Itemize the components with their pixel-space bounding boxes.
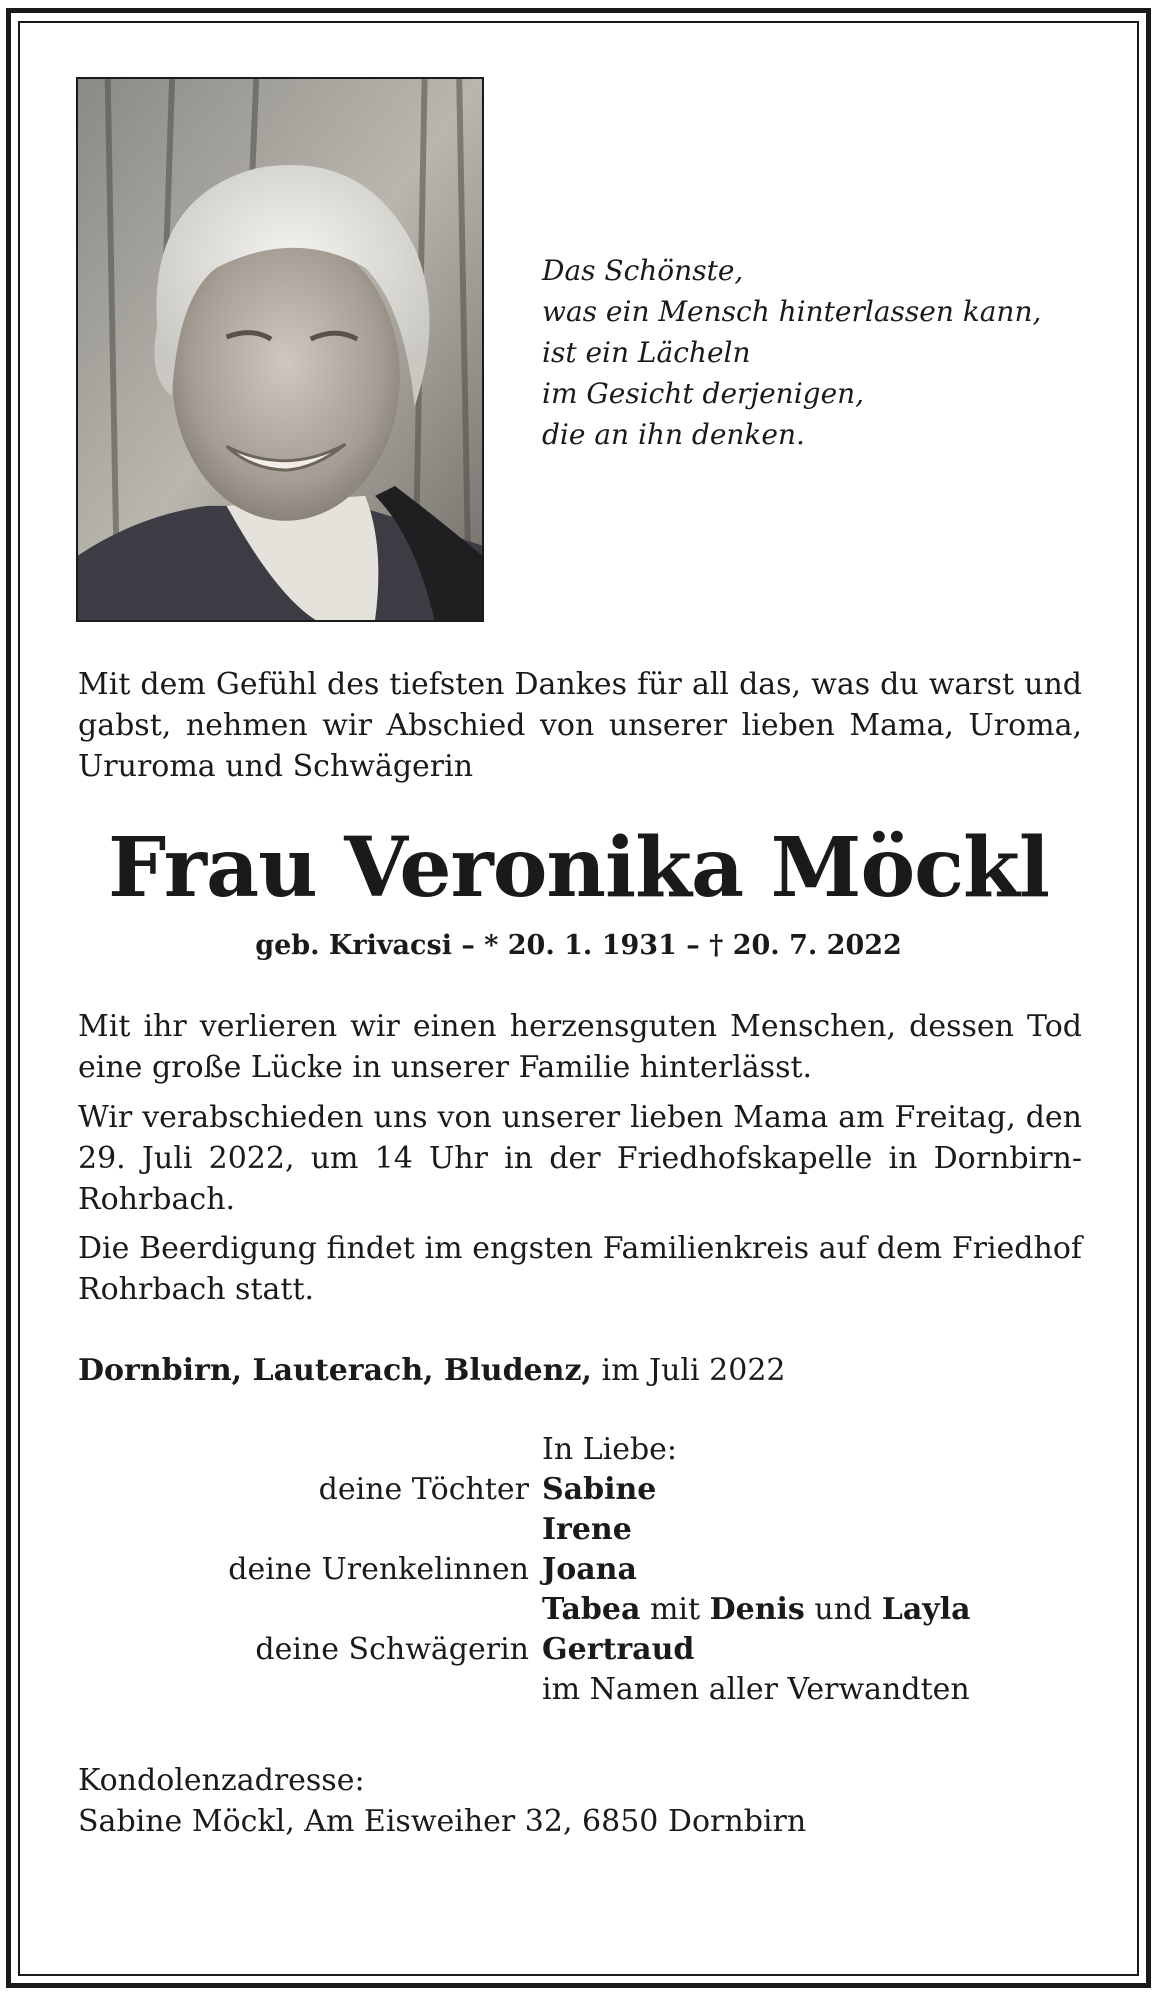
mourner-row [0, 1550, 1157, 1590]
connector-text: und [814, 1592, 873, 1627]
mourner-row [0, 1590, 1157, 1630]
quote-line: ist ein Lächeln [542, 336, 751, 369]
place-towns: Dornbirn, Lauterach, Bludenz, [78, 1353, 592, 1388]
condolence-address [78, 1760, 806, 1842]
deceased-name: Frau Veronika Möckl [107, 820, 1050, 916]
quote-line: was ein Mensch hinterlassen kann, [542, 295, 1042, 328]
body-paragraph-1: Mit ihr verlieren wir einen herzensguten Menschen, dessen Tod eine große Lücke in unserer Familie hinterlässt. [78, 1009, 1082, 1085]
mourner-name: Irene [542, 1512, 632, 1547]
mourner-row [0, 1510, 1157, 1550]
mourners-heading-row [0, 1430, 1157, 1470]
mourners-list [0, 1430, 1157, 1710]
mourner-row [0, 1630, 1157, 1670]
quote-line: im Gesicht derjenigen, [542, 377, 865, 410]
place-date-line [78, 1350, 786, 1391]
mourners-heading: In Liebe: [542, 1432, 678, 1467]
mourner-name: Layla [881, 1592, 971, 1627]
relation-label: deine Urenkelinnen [228, 1552, 529, 1587]
intro-paragraph: Mit dem Gefühl des tiefsten Dankes für all das, was du warst und gabst, nehmen wir Abschied von unserer lieben Mama, Uroma, Ururoma und Schwägerin [78, 667, 1082, 784]
life-dates: geb. Krivacsi – * 20. 1. 1931 – † 20. 7. 2022 [255, 930, 902, 961]
portrait-photo-icon [78, 79, 482, 620]
portrait-photo [76, 77, 484, 622]
mourner-name: Joana [542, 1552, 637, 1587]
mourner-name: Tabea [542, 1592, 641, 1627]
mourner-row [0, 1470, 1157, 1510]
mourner-name: Denis [709, 1592, 805, 1627]
condolence-label: Kondolenzadresse: [78, 1763, 365, 1798]
condolence-address-text: Sabine Möckl, Am Eisweiher 32, 6850 Dornbirn [78, 1804, 807, 1839]
mourner-row [0, 1670, 1157, 1710]
relatives-line: im Namen aller Verwandten [542, 1672, 970, 1707]
memorial-quote [542, 250, 1062, 455]
quote-line: die an ihn denken. [542, 418, 805, 451]
mourner-name: Gertraud [542, 1632, 695, 1667]
relation-label: deine Töchter [318, 1472, 529, 1507]
quote-line: Das Schönste, [542, 254, 744, 287]
place-date: im Juli 2022 [601, 1353, 786, 1388]
relation-label: deine Schwägerin [255, 1632, 529, 1667]
mourner-family-line [542, 1590, 971, 1630]
connector-text: mit [649, 1592, 701, 1627]
mourner-name: Sabine [542, 1472, 657, 1507]
body-paragraph-3: Die Beerdigung findet im engsten Familienkreis auf dem Friedhof Rohrbach statt. [78, 1231, 1082, 1307]
body-paragraph-2: Wir verabschieden uns von unserer lieben Mama am Freitag, den 29. Juli 2022, um 14 Uhr in der Friedhofskapelle in Dornbirn-Rohrbach. [78, 1100, 1082, 1217]
